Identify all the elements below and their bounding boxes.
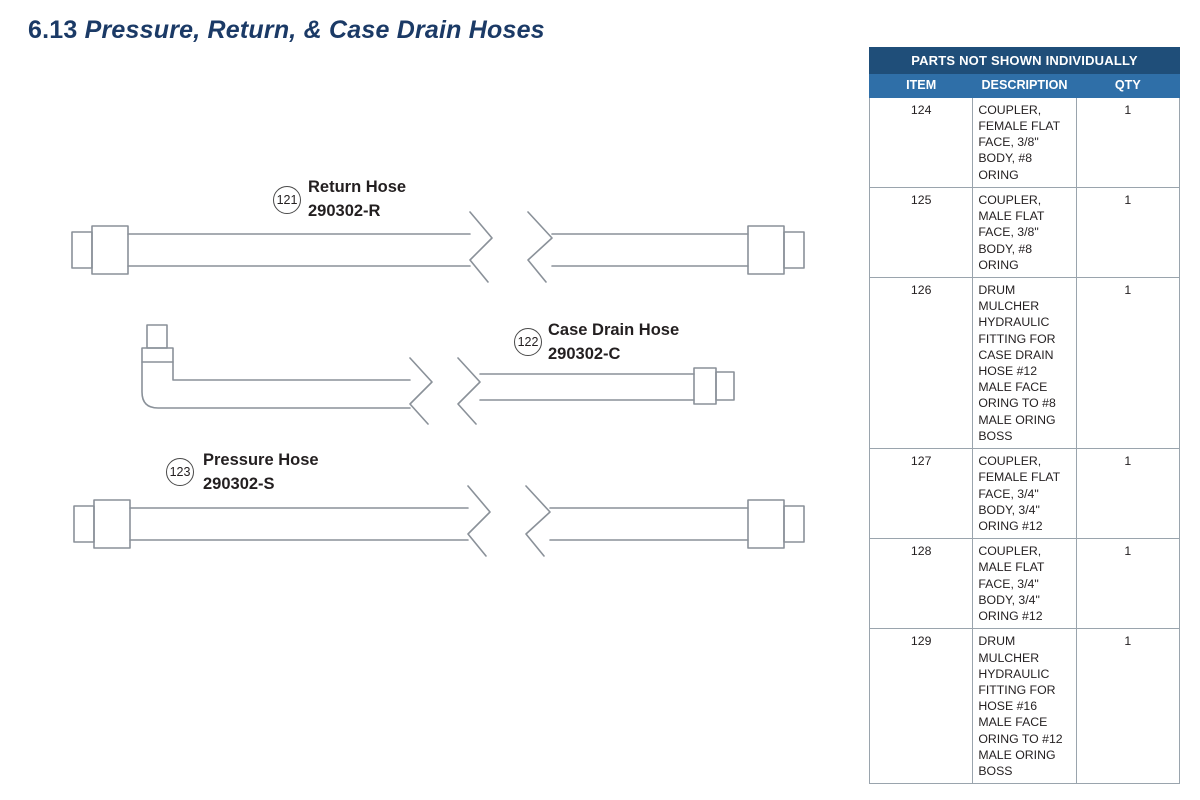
callout-bubble-123[interactable]: 123 <box>166 458 194 486</box>
pressure-hose-part-number: 290302-S <box>203 474 275 493</box>
column-header-description: DESCRIPTION <box>973 74 1076 98</box>
table-row <box>870 187 1180 277</box>
row-qty: 1 <box>1076 539 1179 629</box>
row-description: COUPLER, FEMALE FLAT FACE, 3/8" BODY, #8 ORING <box>973 97 1076 187</box>
return-hose-part-number: 290302-R <box>308 201 381 220</box>
callout-bubble-121[interactable]: 121 <box>273 186 301 214</box>
parts-table-title: PARTS NOT SHOWN INDIVIDUALLY <box>870 48 1180 74</box>
row-description: DRUM MULCHER HYDRAULIC FITTING FOR HOSE #16 MALE FACE ORING TO #12 MALE ORING BOSS <box>973 629 1076 784</box>
parts-table <box>869 47 1180 784</box>
row-item: 126 <box>870 277 973 448</box>
case-drain-hose-part-number: 290302-C <box>548 344 621 363</box>
table-row <box>870 539 1180 629</box>
parts-table-header-row <box>870 74 1180 98</box>
callout-label-case-drain-hose <box>548 319 679 367</box>
table-row <box>870 97 1180 187</box>
page-title-text: Pressure, Return, & Case Drain Hoses <box>84 16 545 44</box>
column-header-qty: QTY <box>1076 74 1179 98</box>
row-qty: 1 <box>1076 187 1179 277</box>
row-qty: 1 <box>1076 449 1179 539</box>
row-description: COUPLER, MALE FLAT FACE, 3/8" BODY, #8 ORING <box>973 187 1076 277</box>
parts-table-container <box>869 47 1180 784</box>
table-row <box>870 449 1180 539</box>
row-description: COUPLER, FEMALE FLAT FACE, 3/4" BODY, 3/4" ORING #12 <box>973 449 1076 539</box>
row-item: 128 <box>870 539 973 629</box>
table-row <box>870 277 1180 448</box>
section-number: 6.13 <box>28 16 78 44</box>
pressure-hose-name: Pressure Hose <box>203 451 319 469</box>
column-header-item: ITEM <box>870 74 973 98</box>
row-qty: 1 <box>1076 277 1179 448</box>
row-description: DRUM MULCHER HYDRAULIC FITTING FOR CASE DRAIN HOSE #12 MALE FACE ORING TO #8 MALE ORING BOSS <box>973 277 1076 448</box>
return-hose-name: Return Hose <box>308 178 407 196</box>
callout-label-return-hose <box>308 176 406 224</box>
parts-table-title-row <box>870 48 1180 74</box>
row-item: 125 <box>870 187 973 277</box>
case-drain-hose-name: Case Drain Hose <box>548 321 680 339</box>
row-qty: 1 <box>1076 629 1179 784</box>
callout-label-pressure-hose <box>203 449 319 497</box>
row-item: 124 <box>870 97 973 187</box>
row-item: 129 <box>870 629 973 784</box>
row-item: 127 <box>870 449 973 539</box>
callout-bubble-122[interactable]: 122 <box>514 328 542 356</box>
row-qty: 1 <box>1076 97 1179 187</box>
table-row <box>870 629 1180 784</box>
row-description: COUPLER, MALE FLAT FACE, 3/4" BODY, 3/4" ORING #12 <box>973 539 1076 629</box>
